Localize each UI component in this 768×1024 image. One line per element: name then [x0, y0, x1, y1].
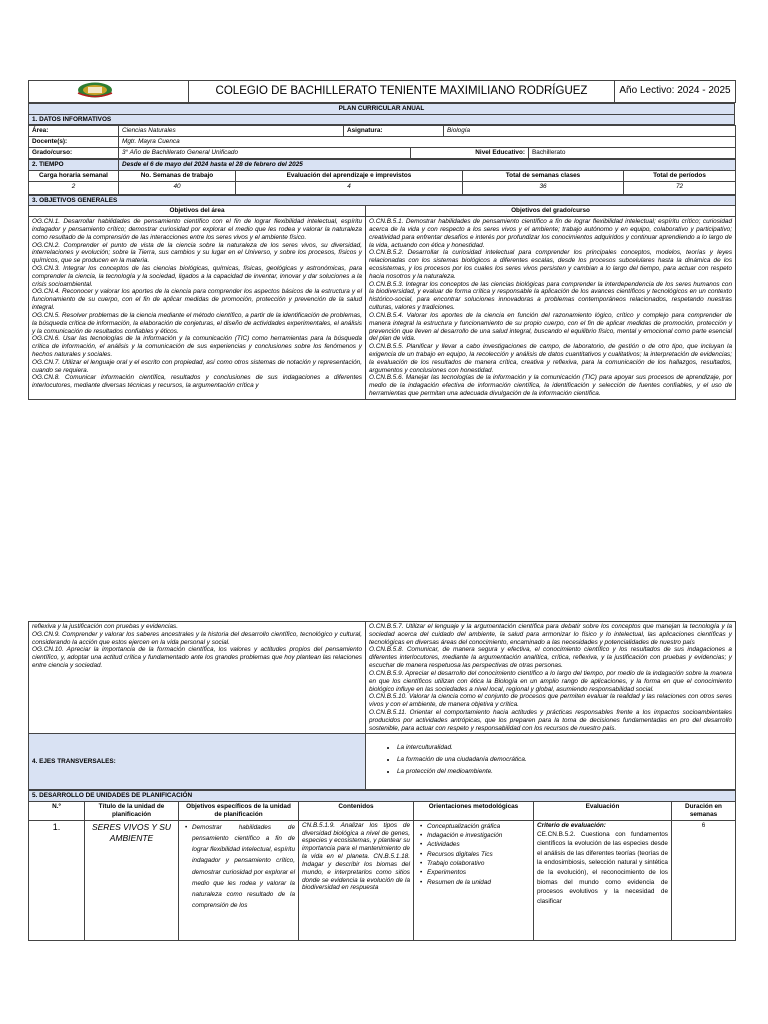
tiempo-table [28, 159, 736, 195]
unit-header-contents: Contenidos [299, 802, 414, 821]
header-table [28, 80, 736, 103]
document-page-part-2 [28, 621, 735, 941]
eje-item: • La formación de una ciudadanía democrática. [397, 756, 732, 764]
objetivos-table [28, 195, 736, 400]
section-2-title: 2. TIEMPO [29, 159, 119, 170]
section-4-title: 4. EJES TRANSVERSALES: [29, 734, 366, 790]
unit-header-objectives: Objetivos específicos de la unidad de planificación [179, 802, 299, 821]
eje-item: • La protección del medioambiente. [397, 768, 732, 776]
unit-objective: • Demostrar habilidades de pensamiento científico a fin de lograr flexibilidad intelectual, espíritu indagador y pensamiento crítico, demostrar curiosidad por explorar el medio que les rodea y valorar la naturaleza como resultado de la comprensión de los [192, 822, 295, 912]
objective-ocnb-5-7: O.CN.B.5.7. Utilizar el lenguaje y la argumentación científica para debatir sobre los conceptos que manejan la tecnología y la sociedad acerca del cuidado del ambiente, la salud para armonizar lo físico y lo intelectual, las aplicaciones científicas y tecnológicas en diversas áreas del conocimiento, encaminado a las necesidades y potencialidades de nuestro país [369, 623, 732, 646]
time-value-weeks: 40 [119, 181, 236, 194]
objective-og-cn-1: OG.CN.1. Desarrollar habilidades de pensamiento científico con el fin de lograr flexibilidad intelectual, espíritu indagador y pensamiento crítico; demostrar curiosidad por explorar el medio que les rodea y valorar la naturaleza como resultado de la comprensión de las interacciones entre los seres vivos y el ambiente físico. [32, 218, 362, 241]
school-name: COLEGIO DE BACHILLERATO TENIENTE MAXIMILIANO RODRÍGUEZ [189, 81, 615, 103]
method-item: • Actividades [427, 840, 530, 849]
objective-og-cn-9: OG.CN.9. Comprender y valorar los saberes ancestrales y la historia del desarrollo científico, tecnológico y cultural, considerando la acción que estos ejercen en la vida personal y social. [32, 630, 362, 646]
time-value-periods: 72 [624, 181, 736, 194]
time-header-hours: Carga horaria semanal [29, 170, 119, 181]
time-value-hours: 2 [29, 181, 119, 194]
objective-og-cn-3: OG.CN.3. Integrar los conceptos de las ciencias biológicas, químicas, físicas, geológicas y astronómicas, para comprender la ciencia, la tecnología y la sociedad, ligados a la capacidad de inventar, innovar y dar soluciones a la crisis socioambiental. [32, 265, 362, 288]
objective-og-cn-2: OG.CN.2. Comprender el punto de vista de la ciencia sobre la naturaleza de los seres vivos, su diversidad, interrelaciones y evolución; sobre la Tierra, sus cambios y su lugar en el Universo, y sobre los procesos, físicos y químicos, que se producen en la materia. [32, 241, 362, 265]
objective-ocnb-5-2: O.CN.B.5.2. Desarrollar la curiosidad intelectual para comprender los principales conceptos, modelos, teorías y leyes relacionadas con los sistemas biológicos a diferentes escalas, desde los procesos subcelulares hasta la dinámica de los ecosistemas, y los procesos por los cuales los seres vivos persisten y cambian a lo largo del tiempo, para actuar con respeto hacia nosotros y la naturaleza. [369, 249, 733, 280]
table-row [29, 820, 736, 940]
objectives-grade-header: Objetivos del grado/curso [366, 206, 736, 217]
unit-header-methods: Orientaciones metodológicas [414, 802, 534, 821]
subject-label: Asignatura: [344, 126, 444, 137]
section-5-title: 5. DESARROLLO DE UNIDADES DE PLANIFICACIÓN [29, 791, 736, 802]
teacher-label: Docente(s): [29, 137, 119, 148]
objective-og-cn-7: OG.CN.7. Utilizar el lenguaje oral y el escrito con propiedad, así como otros sistemas de notación y representación, cuando se requiera. [32, 358, 362, 374]
teacher-value: Mgtr. Mayra Cuenca [119, 137, 736, 148]
evaluation-criterion-text: CE.CN.B.5.2. Cuestiona con fundamentos científicos la evolución de las especies desde el análisis de las diferentes teorías (teorías de la endosimbiosis, selección natural y sintética de la evolución), el reconocimiento de los biomas del mundo como evidencia de procesos evolutivos y la necesidad de clasificar [537, 830, 668, 905]
objective-og-cn-4: OG.CN.4. Reconocer y valorar los aportes de la ciencia para comprender los aspectos básicos de la estructura y el funcionamiento de su cuerpo, con el fin de aplicar medidas de promoción, protección y prevención de la salud integral. [32, 288, 362, 312]
objective-og-cn-6: OG.CN.6. Usar las tecnologías de la información y la comunicación (TIC) como herramientas para la búsqueda crítica de información, el análisis y la comunicación de sus experiencias y conclusiones sobre los fenómenos y hechos naturales y sociales. [32, 335, 362, 358]
objective-ocnb-5-8: O.CN.B.5.8. Comunicar, de manera segura y efectiva, el conocimiento científico y los resultados de sus indagaciones a diferentes interlocutores, mediante la argumentación analítica, crítica, reflexiva, y la justificación con pruebas y evidencias; y escuchar de manera respetuosa las perspectivas de otras personas. [369, 646, 732, 670]
evaluation-criterion-title: Criterio de evaluación: [537, 821, 606, 829]
unit-number: 1. [29, 820, 85, 940]
time-header-weeks: No. Semanas de trabajo [119, 170, 236, 181]
unit-header-number: N.º [29, 802, 85, 821]
objectives-area-cell [29, 217, 366, 400]
unit-evaluation-cell [534, 820, 672, 940]
grade-label: Grado/curso: [29, 148, 119, 159]
time-header-periods: Total de períodos [624, 170, 736, 181]
method-item: • Resumen de la unidad [427, 878, 530, 887]
objectives-grade-cell-continued [366, 622, 736, 734]
method-item: • Trabajo colaborativo [427, 859, 530, 868]
unit-objective-list [182, 822, 295, 912]
objective-og-cn-8: OG.CN.8. Comunicar información científica, resultados y conclusiones de sus indagaciones a diferentes interlocutores, mediante diversas técnicas y recursos, la argumentación crítica y [32, 374, 362, 390]
method-item: • Recursos digitales Tics [427, 850, 530, 859]
objective-ocnb-5-5: O.CN.B.5.5. Planificar y llevar a cabo investigaciones de campo, de laboratorio, de gestión o de otro tipo, que incluyan la exigencia de un trabajo en equipo, la recolección y análisis de datos cuantitativos y cualitativos; la interpretación de evidencias; la evaluación de los resultados de manera crítica, creativa y reflexiva, para la comunicación de los hallazgos, resultados, argumentos y conclusiones con honestidad. [369, 343, 733, 374]
time-value-total-weeks: 36 [463, 181, 624, 194]
objective-og-cn-10: OG.CN.10. Apreciar la importancia de la formación científica, los valores y actitudes propios del pensamiento científico, y, adoptar una actitud crítica y fundamentado ante los grandes problemas que hoy plantean las relaciones entre ciencia y sociedad. [32, 646, 362, 670]
ejes-cell [366, 734, 736, 790]
datos-informativos-table [28, 125, 736, 158]
grade-value: 3° Año de Bachillerato General Unificado [119, 148, 411, 159]
objectives-grade-cell [366, 217, 736, 400]
unit-duration: 6 [672, 820, 736, 940]
objective-og-cn-5: OG.CN.5. Resolver problemas de la ciencia mediante el método científico, a partir de la identificación de problemas, la búsqueda crítica de información, la elaboración de conjeturas, el diseño de actividades experimentales, el análisis y la comunicación de resultados confiables y éticos. [32, 311, 362, 335]
objective-ocnb-5-11: O.CN.B.5.11. Orientar el comportamiento hacia actitudes y prácticas responsables frente a los impactos socioambientales producidos por actividades antrópicas, que los preparen para la toma de decisiones fundamentadas en pro del desarrollo sostenible, para actuar con respeto y responsabilidad con los recursos de nuestro país. [369, 708, 732, 732]
ejes-list [369, 744, 732, 775]
objective-ocnb-5-1: O.CN.B.5.1. Demostrar habilidades de pensamiento científico a fin de lograr flexibilidad intelectual; espíritu crítico; curiosidad acerca de la vida y con respecto a los seres vivos y el ambiente; trabajo autónomo y en equipo, colaborativo y participativo; creatividad para enfrentar desafíos e interés por profundizar los conocimientos adquiridos y continuar aprendiendo a lo largo de la vida, actuando con ética y honestidad. [369, 218, 733, 249]
objective-ocnb-5-4: O.CN.B.5.4. Valorar los aportes de la ciencia en función del razonamiento lógico, crítico y complejo para comprender de manera integral la estructura y funcionamiento de su propio cuerpo, con el fin de aplicar medidas de promoción, protección y prevención que lleven al desarrollo de una salud integral, buscando el equilibrio físico, mental y emocional como parte esencial del plan de vida. [369, 311, 733, 343]
time-header-eval: Evaluación del aprendizaje e imprevistos [236, 170, 463, 181]
time-header-total-weeks: Total de semanas clases [463, 170, 624, 181]
subject-value: Biología [444, 126, 736, 137]
eje-item: • La interculturalidad. [397, 744, 732, 752]
objectives-area-header: Objetivos del área [29, 206, 366, 217]
objective-ocnb-5-6: O.CN.B.5.6. Manejar las tecnologías de la información y la comunicación (TIC) para apoyar sus procesos de aprendizaje, por medio de la indagación efectiva de información científica, la identificación y selección de fuentes confiables, y el uso de herramientas que permitan una adecuada divulgación de la información científica. [369, 374, 733, 397]
method-item: • Experimentos [427, 868, 530, 877]
area-label: Área: [29, 126, 119, 137]
school-logo-icon [29, 81, 189, 99]
section-3-title: 3. OBJETIVOS GENERALES [29, 195, 736, 206]
unit-header-duration: Duración en semanas [672, 802, 736, 821]
unit-title: SERES VIVOS Y SU AMBIENTE [85, 820, 179, 940]
area-value: Ciencias Naturales [119, 126, 344, 137]
plan-title: PLAN CURRICULAR ANUAL [29, 103, 735, 114]
time-value-eval: 4 [236, 181, 463, 194]
objective-ocnb-5-3: O.CN.B.5.3. Integrar los conceptos de las ciencias biológicas para comprender la interdependencia de los seres humanos con la biodiversidad, y evaluar de forma crítica y responsable la aplicación de los avances científicos y tecnológicos en un contexto histórico-social, para encontrar soluciones innovadoras a problemas contemporáneos relacionados, respetando nuestras culturas, valores y tradiciones. [369, 280, 733, 312]
method-item: • Conceptualización gráfica [427, 822, 530, 831]
document-page-part-1 [28, 80, 735, 400]
objective-ocnb-5-9: O.CN.B.5.9. Apreciar el desarrollo del conocimiento científico a lo largo del tiempo, por medio de la indagación sobre la manera en que los científicos utilizan con ética la Biología en un amplio rango de aplicaciones, y la forma en que el conocimiento biológico influye en las sociedades a nivel local, regional y global, asumiendo responsabilidad social. [369, 669, 732, 693]
level-label: Nivel Educativo: [411, 148, 529, 159]
time-range: Desde el 6 de mayo del 2024 hasta el 28 de febrero del 2025 [119, 159, 736, 170]
objective-og-cn-8-cont: reflexiva y la justificación con pruebas y evidencias. [32, 623, 178, 630]
unit-objective-cell [179, 820, 299, 940]
objective-ocnb-5-10: O.CN.B.5.10. Valorar la ciencia como el conjunto de procesos que permiten evaluar la realidad y las relaciones con otros seres vivos y con el ambiente, de manera objetiva y crítica. [369, 693, 732, 709]
objectives-area-cell-continued [29, 622, 366, 734]
school-year: Año Lectivo: 2024 - 2025 [615, 81, 736, 103]
unit-methods-list [417, 822, 530, 887]
unit-header-title: Título de la unidad de planificación [85, 802, 179, 821]
section-1-title: 1. DATOS INFORMATIVOS [29, 114, 735, 125]
objetivos-continued-table [28, 621, 736, 790]
level-value: Bachillerato [529, 148, 736, 159]
unit-header-evaluation: Evaluación [534, 802, 672, 821]
plan-table [28, 103, 735, 126]
unidades-table [28, 790, 736, 940]
method-item: • Indagación e investigación [427, 831, 530, 840]
unit-methods-cell [414, 820, 534, 940]
school-logo-cell [29, 81, 189, 103]
unit-contents: CN.B.5.1.9. Analizar los tipos de diversidad biológica a nivel de genes, especies y ecosistemas, y plantear su importancia para el mantenimiento de la vida en el planeta. CN.B.5.1.18. Indagar y describir los biomas del mundo, e interpretarlos como sitios donde se evidencia la evolución de la biodiversidad en respuesta [299, 820, 414, 940]
